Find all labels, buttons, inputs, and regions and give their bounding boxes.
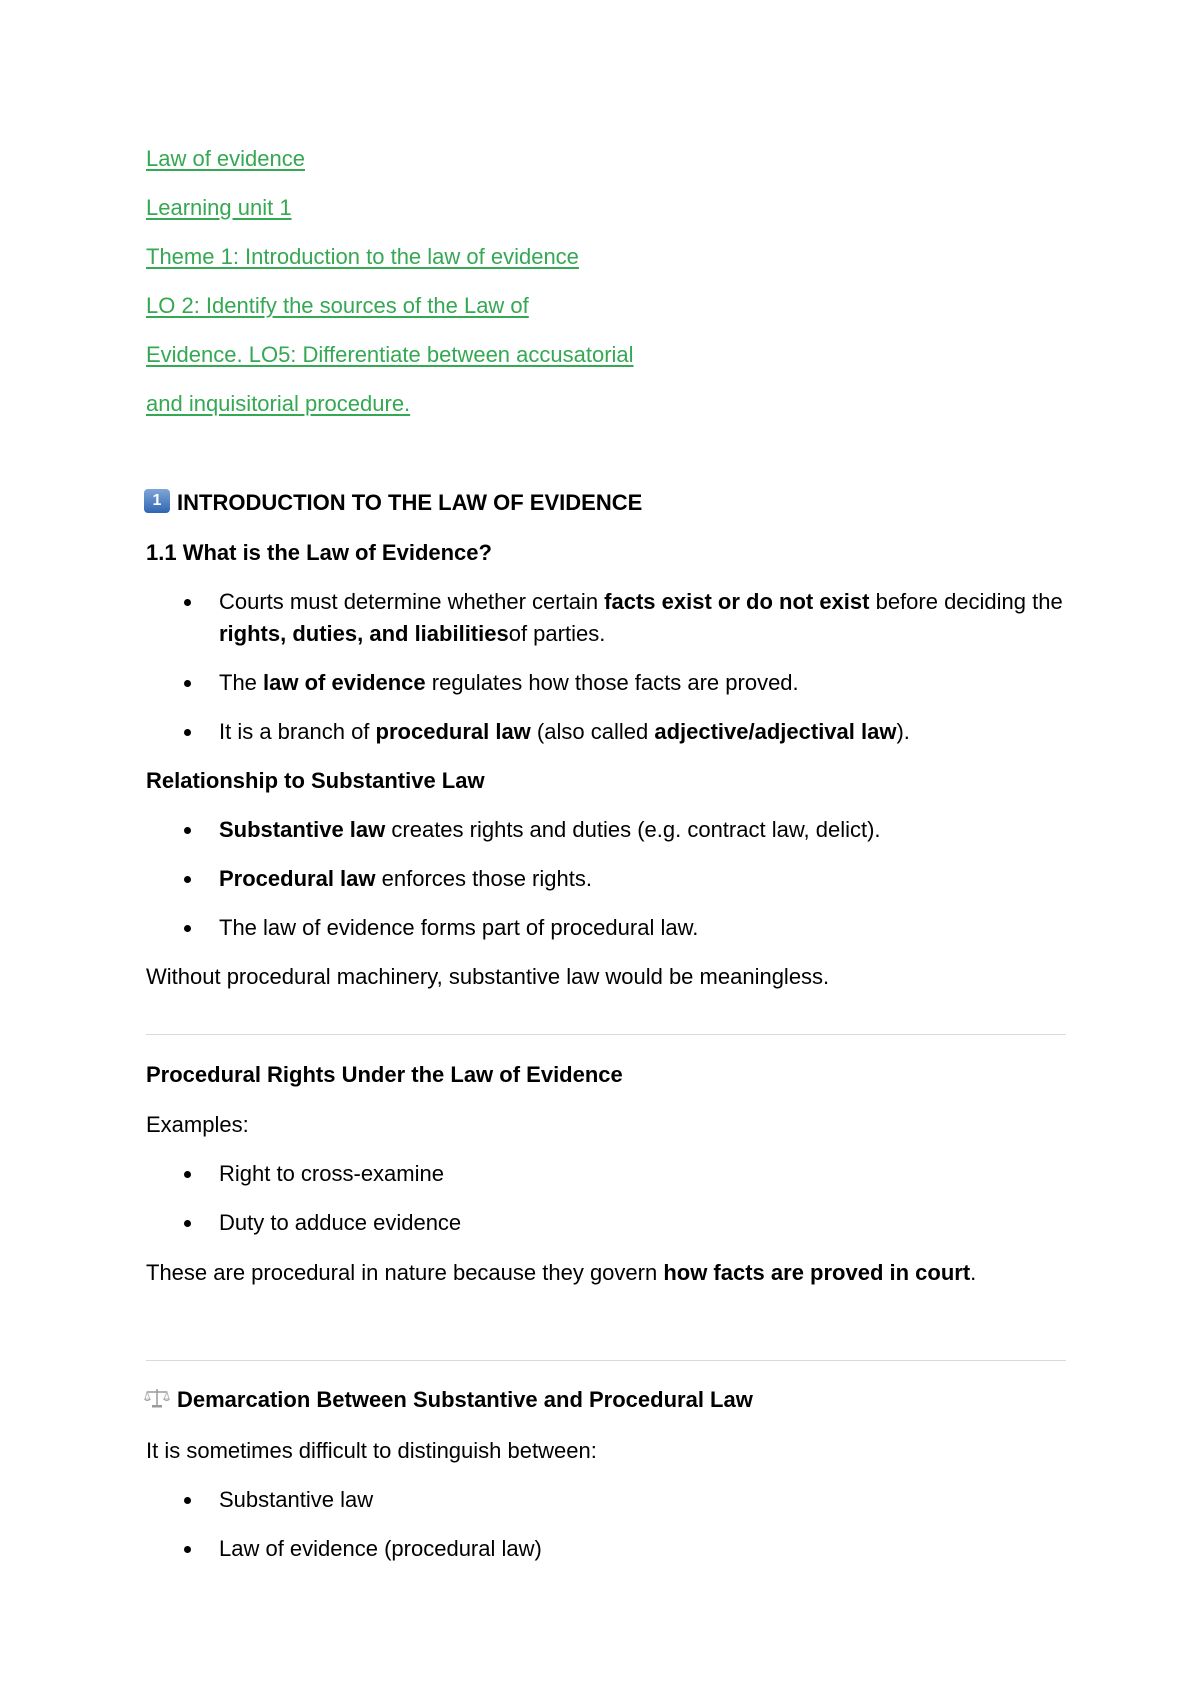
- bullet-icon: [184, 925, 191, 932]
- examples-label: Examples:: [146, 1112, 249, 1137]
- text-run: .: [970, 1260, 977, 1285]
- list-item: [146, 814, 1066, 846]
- list-item-text: [219, 863, 1069, 895]
- bold-text-run: Procedural law: [219, 866, 376, 891]
- section-heading-demarcation: Demarcation Between Substantive and Procedural Law: [177, 1387, 753, 1412]
- bullet-icon: [184, 680, 191, 687]
- text-run: ).: [896, 719, 910, 744]
- closing-paragraph: Without procedural machinery, substantive law would be meaningless.: [146, 964, 830, 989]
- bullet-icon: [184, 599, 191, 606]
- keycap-one-icon: 1: [144, 489, 170, 513]
- list-item: [146, 716, 1066, 748]
- text-run: The law of evidence forms part of procedural law.: [219, 915, 699, 940]
- list-item: [146, 1207, 1066, 1239]
- bold-text-run: adjective/adjectival law: [654, 719, 897, 744]
- text-run: of parties.: [508, 621, 606, 646]
- divider: [146, 1034, 1066, 1035]
- subheading-procedural-rights: Procedural Rights Under the Law of Evidence: [146, 1062, 623, 1087]
- list-item-text: [219, 586, 1069, 650]
- text-run: before deciding the: [869, 589, 1063, 614]
- header-link-procedure[interactable]: and inquisitorial procedure.: [146, 391, 411, 416]
- bold-text-run: rights, duties, and liabilities: [219, 621, 509, 646]
- bullet-icon: [184, 1220, 191, 1227]
- bold-text-run: procedural law: [375, 719, 531, 744]
- text-run: regulates how those facts are proved.: [425, 670, 799, 695]
- header-link-theme[interactable]: Theme 1: Introduction to the law of evidence: [146, 244, 579, 269]
- bullet-icon: [184, 1171, 191, 1178]
- text-run: creates rights and duties (e.g. contract law, delict).: [385, 817, 881, 842]
- text-run: Courts must determine whether certain: [219, 589, 605, 614]
- list-item: [146, 863, 1066, 895]
- text-run: enforces those rights.: [375, 866, 592, 891]
- header-link-law-of-evidence[interactable]: Law of evidence: [146, 146, 305, 171]
- text-run: It is a branch of: [219, 719, 376, 744]
- list-item-text: Right to cross-examine: [219, 1161, 444, 1186]
- header-link-lo2[interactable]: LO 2: Identify the sources of the Law of: [146, 293, 529, 318]
- bold-text-run: how facts are proved in court: [663, 1260, 971, 1285]
- bullet-icon: [184, 876, 191, 883]
- subheading-what-is-law-of-evidence: 1.1 What is the Law of Evidence?: [146, 540, 492, 565]
- list-item-text: Substantive law: [219, 1487, 374, 1512]
- list-item-text: [219, 814, 1069, 846]
- list-item-text: [219, 912, 1069, 944]
- bullet-icon: [184, 729, 191, 736]
- bold-text-run: facts exist or do not exist: [604, 589, 870, 614]
- list-item-text: Law of evidence (procedural law): [219, 1536, 542, 1561]
- header-link-lo5[interactable]: Evidence. LO5: Differentiate between accusatorial: [146, 342, 634, 367]
- procedural-nature-paragraph: [146, 1257, 1026, 1289]
- bullet-icon: [184, 1546, 191, 1553]
- divider: [146, 1360, 1066, 1361]
- list-item: [146, 912, 1066, 944]
- section-heading-introduction: INTRODUCTION TO THE LAW OF EVIDENCE: [177, 490, 643, 515]
- text-run: The: [219, 670, 264, 695]
- list-item: [146, 586, 1066, 650]
- list-item-text: [219, 716, 1069, 748]
- bold-text-run: Substantive law: [219, 817, 386, 842]
- bold-text-run: law of evidence: [263, 670, 426, 695]
- balance-scale-icon: [144, 1387, 170, 1409]
- list-item: [146, 1158, 1066, 1190]
- subheading-relationship: Relationship to Substantive Law: [146, 768, 485, 793]
- list-item: [146, 667, 1066, 699]
- list-item-text: Duty to adduce evidence: [219, 1210, 462, 1235]
- text-run: (also called: [530, 719, 655, 744]
- text-run: These are procedural in nature because they govern: [146, 1260, 664, 1285]
- demarcation-intro: It is sometimes difficult to distinguish between:: [146, 1438, 597, 1463]
- header-link-learning-unit[interactable]: Learning unit 1: [146, 195, 292, 220]
- list-item: [146, 1484, 1066, 1516]
- bullet-icon: [184, 1497, 191, 1504]
- bullet-icon: [184, 827, 191, 834]
- list-item-text: [219, 667, 1069, 699]
- list-item: [146, 1533, 1066, 1565]
